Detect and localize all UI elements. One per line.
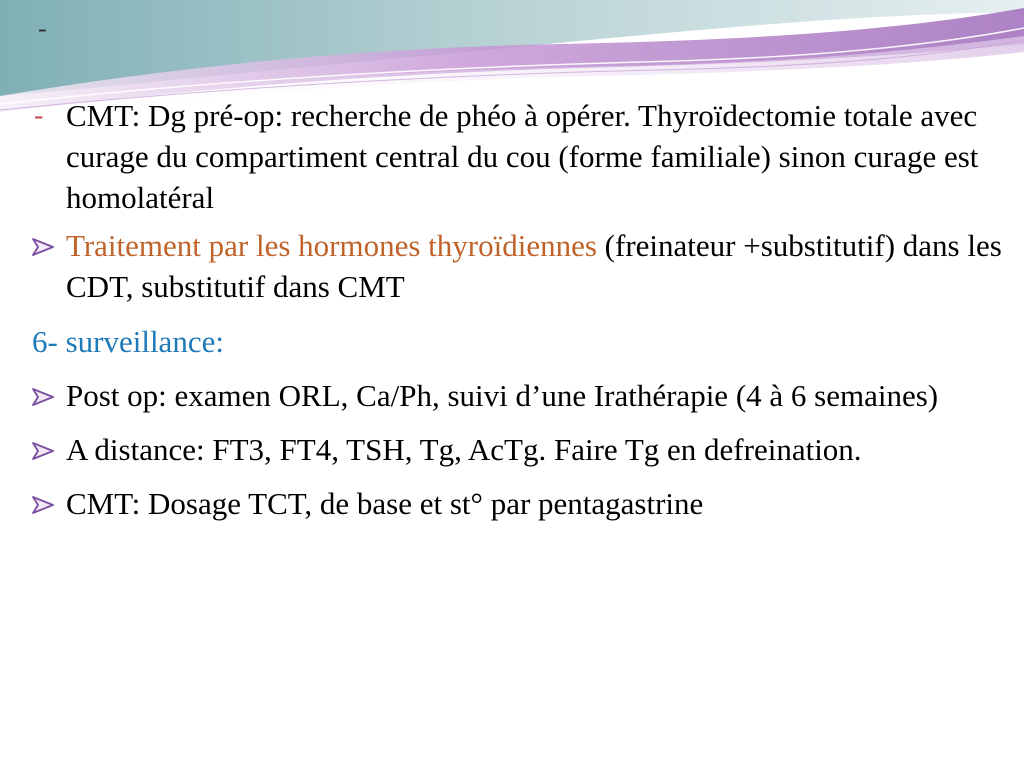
dash-bullet: - (34, 100, 44, 131)
highlighted-text: Traitement par les hormones thyroïdiennes (66, 228, 597, 263)
slide-title: - (38, 14, 47, 43)
bullet-text: CMT: Dosage TCT, de base et st° par pentagastrine (66, 486, 704, 521)
arrow-bullet-icon (30, 225, 58, 266)
bullet-item-cmt-preop (32, 95, 1002, 218)
arrow-bullet-icon (30, 429, 58, 470)
bullet-item-post-op (32, 375, 1002, 416)
bullet-text: Post op: examen ORL, Ca/Ph, suivi d’une Irathérapie (4 à 6 semaines) (66, 378, 939, 413)
bullet-item-a-distance (32, 429, 1002, 470)
arrow-bullet-icon (30, 483, 58, 524)
bullet-text: A distance: FT3, FT4, TSH, Tg, AcTg. Faire Tg en defreination. (66, 432, 862, 467)
bullet-text: CMT: Dg pré-op: recherche de phéo à opérer. Thyroïdectomie totale avec curage du compartiment central du cou (forme familiale) sinon curage est homolatéral (66, 98, 979, 215)
arrow-bullet-icon (30, 375, 58, 416)
section-heading-surveillance: 6- surveillance: (32, 324, 224, 359)
bullet-item-cmt-dosage (32, 483, 1002, 524)
bullet-text: (freinateur +substitutif) dans les CDT, substitutif dans CMT (66, 228, 1002, 304)
bullet-item-traitement (32, 225, 1002, 307)
bullet-list (32, 95, 1002, 524)
